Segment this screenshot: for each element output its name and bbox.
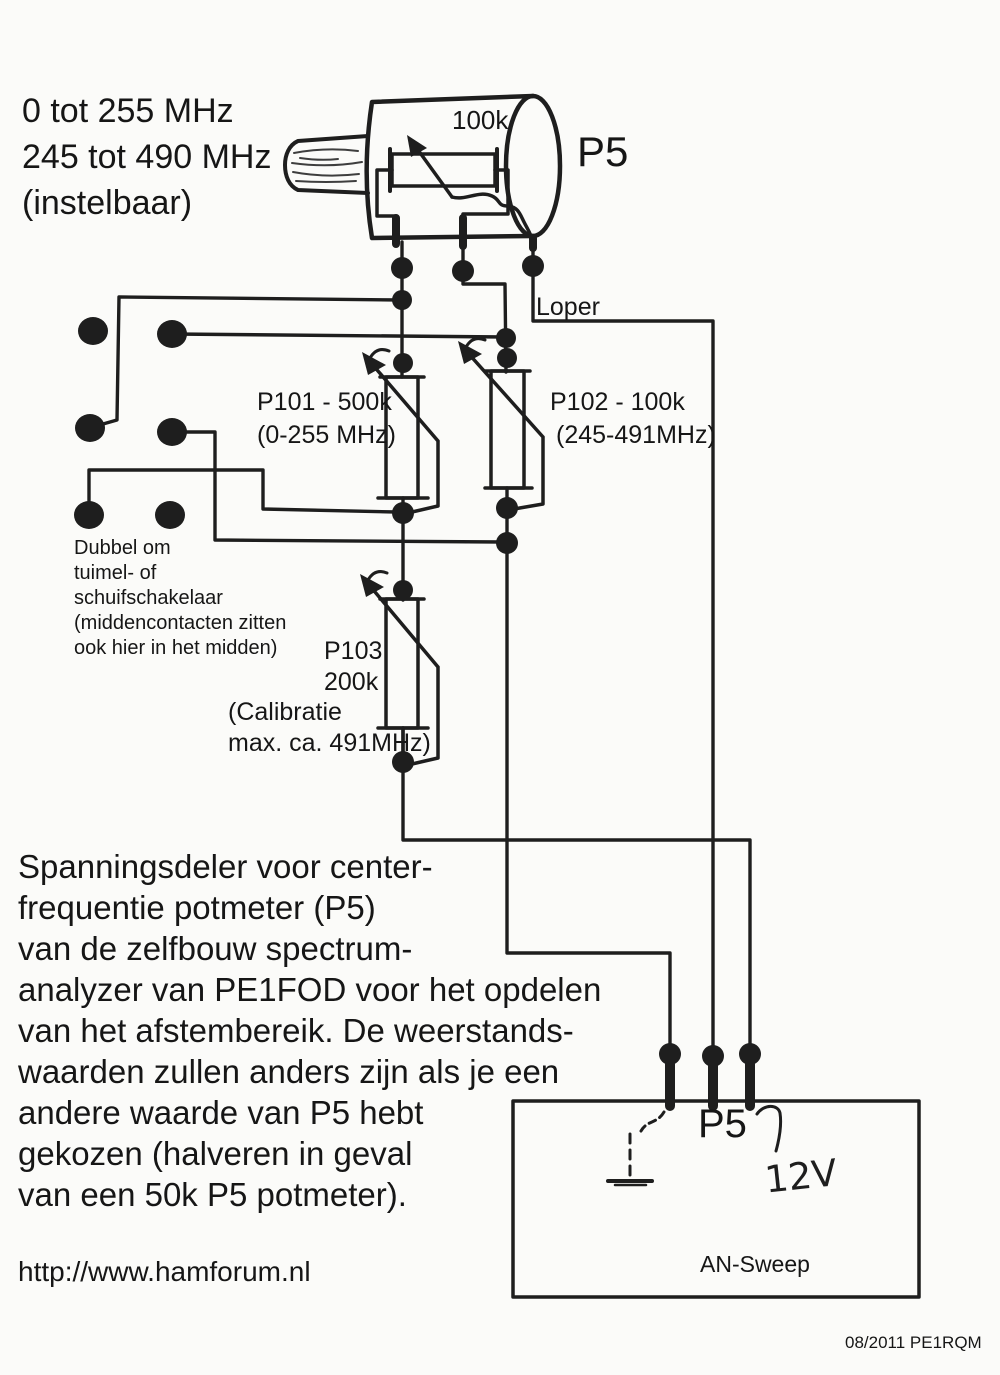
switch-contact-dot	[157, 320, 187, 348]
junction-dot	[496, 328, 516, 348]
freq-note	[22, 88, 271, 226]
cal-line-2: max. ca. 491MHz)	[228, 729, 431, 757]
junction-dot	[496, 532, 518, 554]
an-sweep-label: AN-Sweep	[700, 1251, 810, 1277]
calibration-note	[228, 697, 431, 759]
url-text: http://www.hamforum.nl	[18, 1256, 311, 1287]
loper-label: Loper	[536, 293, 600, 321]
p103-value: 200k	[324, 668, 379, 696]
p102-title: P102 - 100k	[550, 388, 685, 416]
pin-dot	[659, 1043, 681, 1065]
switch-note-line-1: Dubbel om	[74, 537, 171, 559]
junction-dot	[393, 580, 413, 600]
description-line-2: frequentie potmeter (P5)	[18, 889, 376, 926]
switch-note-line-4: (middencontacten zitten	[74, 612, 287, 634]
trimmer-p102-arrowhead	[458, 341, 482, 364]
junction-dot	[392, 502, 414, 524]
pot-shaft-hatching	[292, 149, 362, 182]
p101-title: P101 - 500k	[257, 388, 392, 416]
pot-p5-drawing	[285, 96, 560, 282]
pot-value-label: 100k	[452, 105, 509, 135]
switch-contact-dot	[74, 501, 104, 529]
freq-note-line-1: 0 tot 255 MHz	[22, 92, 234, 130]
description-line-3: van de zelfbouw spectrum-	[18, 930, 413, 967]
cal-line-1: (Calibratie	[228, 698, 342, 726]
pin-dot	[739, 1043, 761, 1065]
p101-range: (0-255 MHz)	[257, 421, 396, 449]
trimmer-p102-arrow-curl	[466, 339, 485, 347]
wire-switch-row1	[172, 334, 505, 337]
p102-range: (245-491MHz)	[556, 421, 716, 449]
p103-title: P103	[324, 637, 383, 665]
description-line-8: gekozen (halveren in geval	[18, 1135, 413, 1172]
pot-body-face	[506, 96, 560, 236]
p102-label-block	[550, 386, 716, 452]
trimmer-p103-arrowhead	[360, 574, 384, 597]
switch-contact-dot	[78, 317, 108, 345]
supply-12v-label: 12V	[762, 1151, 840, 1202]
pot-name-label: P5	[577, 128, 629, 175]
junction-dot	[393, 353, 413, 373]
description-line-9: van een 50k P5 potmeter).	[18, 1176, 407, 1213]
junction-dot	[392, 290, 412, 310]
trimmer-p101-arrowhead	[362, 352, 386, 375]
junction-dot	[497, 348, 517, 368]
switch-contact-dot	[75, 414, 105, 442]
pot-resistor	[392, 154, 495, 186]
switch-note-line-5: ook hier in het midden)	[74, 637, 278, 659]
sweep-p5-label: P5	[698, 1102, 747, 1146]
junction-dot	[496, 497, 518, 519]
switch-contact-dot	[155, 501, 185, 529]
switch-contacts	[74, 317, 187, 529]
switch-note-line-3: schuifschakelaar	[74, 587, 223, 609]
pin-dot	[702, 1045, 724, 1067]
p101-label-block	[257, 386, 396, 452]
credit-text: 08/2011 PE1RQM	[845, 1333, 982, 1352]
ground-symbol	[608, 1112, 664, 1185]
description-line-7: andere waarde van P5 hebt	[18, 1094, 424, 1131]
switch-contact-dot	[157, 418, 187, 446]
description-line-6: waarden zullen anders zijn als je een	[18, 1053, 560, 1090]
description-block	[18, 846, 601, 1215]
connector-pins	[659, 1043, 761, 1106]
p103-label-block	[324, 636, 382, 698]
trimmer-p103-arrow-curl	[368, 572, 387, 580]
wire-switch-row3	[89, 470, 396, 512]
trimmer-p101-arrow-curl	[370, 350, 389, 358]
supply-hook-mark	[757, 1106, 781, 1151]
switch-note-line-2: tuimel- of	[74, 562, 157, 584]
description-line-1: Spanningsdeler voor center-	[18, 848, 433, 885]
switch-note	[74, 536, 286, 661]
freq-note-line-2: 245 tot 490 MHz	[22, 138, 272, 176]
freq-note-line-3: (instelbaar)	[22, 184, 193, 222]
description-line-4: analyzer van PE1FOD voor het opdelen	[18, 971, 602, 1008]
description-line-5: van het afstembereik. De weerstands-	[18, 1012, 574, 1049]
trimmer-p102-wiper	[468, 353, 543, 509]
